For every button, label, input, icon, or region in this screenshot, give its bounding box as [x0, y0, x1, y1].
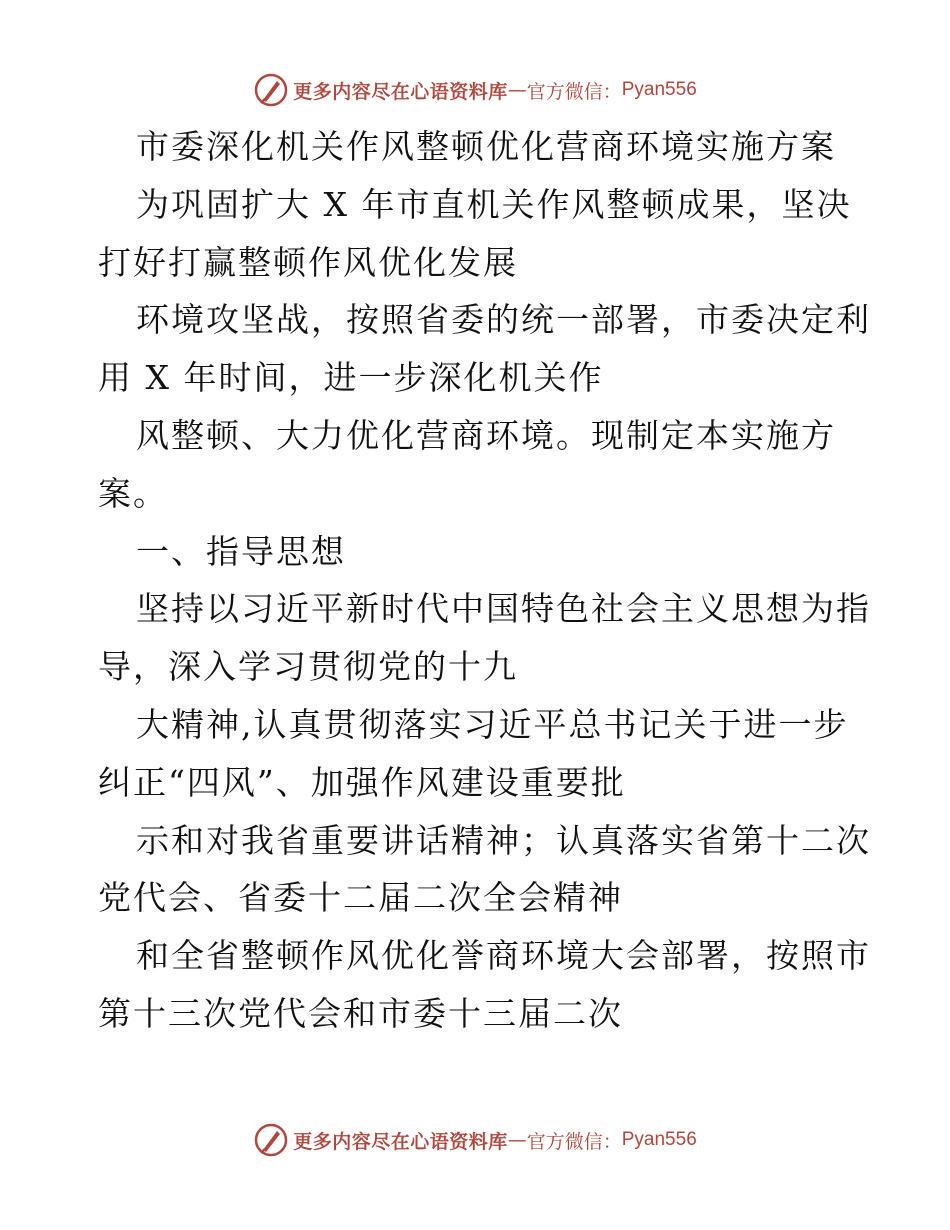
text-line: 党代会、省委十二届二次全会精神	[98, 878, 623, 918]
header-watermark	[0, 70, 950, 110]
watermark-wechat-id: Pyan556	[621, 79, 697, 100]
text-line: 案。	[98, 473, 168, 513]
section-heading: 一、指导思想	[136, 531, 346, 571]
footer-watermark	[0, 1120, 950, 1160]
watermark-site-text: 更多内容尽在心语资料库	[293, 1130, 508, 1153]
quill-pen-logo-icon	[253, 72, 289, 108]
document-body	[98, 118, 878, 1043]
document-title: 市委深化机关作风整顿优化营商环境实施方案	[136, 127, 836, 166]
text-line: 纠正“四风”、加强作风建设重要批	[98, 762, 626, 802]
watermark-wechat-label: 官方微信：	[526, 80, 622, 103]
text-line: 示和对我省重要讲话精神；认真落实省第十二次	[136, 820, 871, 860]
text-line: 风整顿、大力优化营商环境。现制定本实施方	[136, 415, 836, 455]
text-line: 环境攻坚战，按照省委的统一部署，市委决定利	[136, 300, 871, 340]
text-line: 用 X 年时间，进一步深化机关作	[98, 358, 604, 398]
text-line: 坚持以习近平新时代中国特色社会主义思想为指	[136, 589, 871, 629]
text-line: 大精神,认真贯彻落实习近平总书记关于进一步	[136, 704, 849, 744]
watermark-separator: —	[507, 1129, 527, 1151]
watermark-separator: —	[507, 79, 527, 101]
text-line: 导，深入学习贯彻党的十九	[98, 647, 518, 687]
text-line: 第十三次党代会和市委十三届二次	[98, 993, 623, 1033]
text-line: 为巩固扩大 X 年市直机关作风整顿成果，坚决	[136, 184, 852, 224]
watermark-wechat-label: 官方微信：	[526, 1130, 622, 1153]
watermark-wechat-id: Pyan556	[621, 1129, 697, 1150]
text-line: 打好打赢整顿作风优化发展	[98, 242, 518, 282]
text-line: 和全省整顿作风优化誉商环境大会部署，按照市	[136, 936, 871, 976]
watermark-site-text: 更多内容尽在心语资料库	[293, 80, 508, 103]
quill-pen-logo-icon	[253, 1122, 289, 1158]
